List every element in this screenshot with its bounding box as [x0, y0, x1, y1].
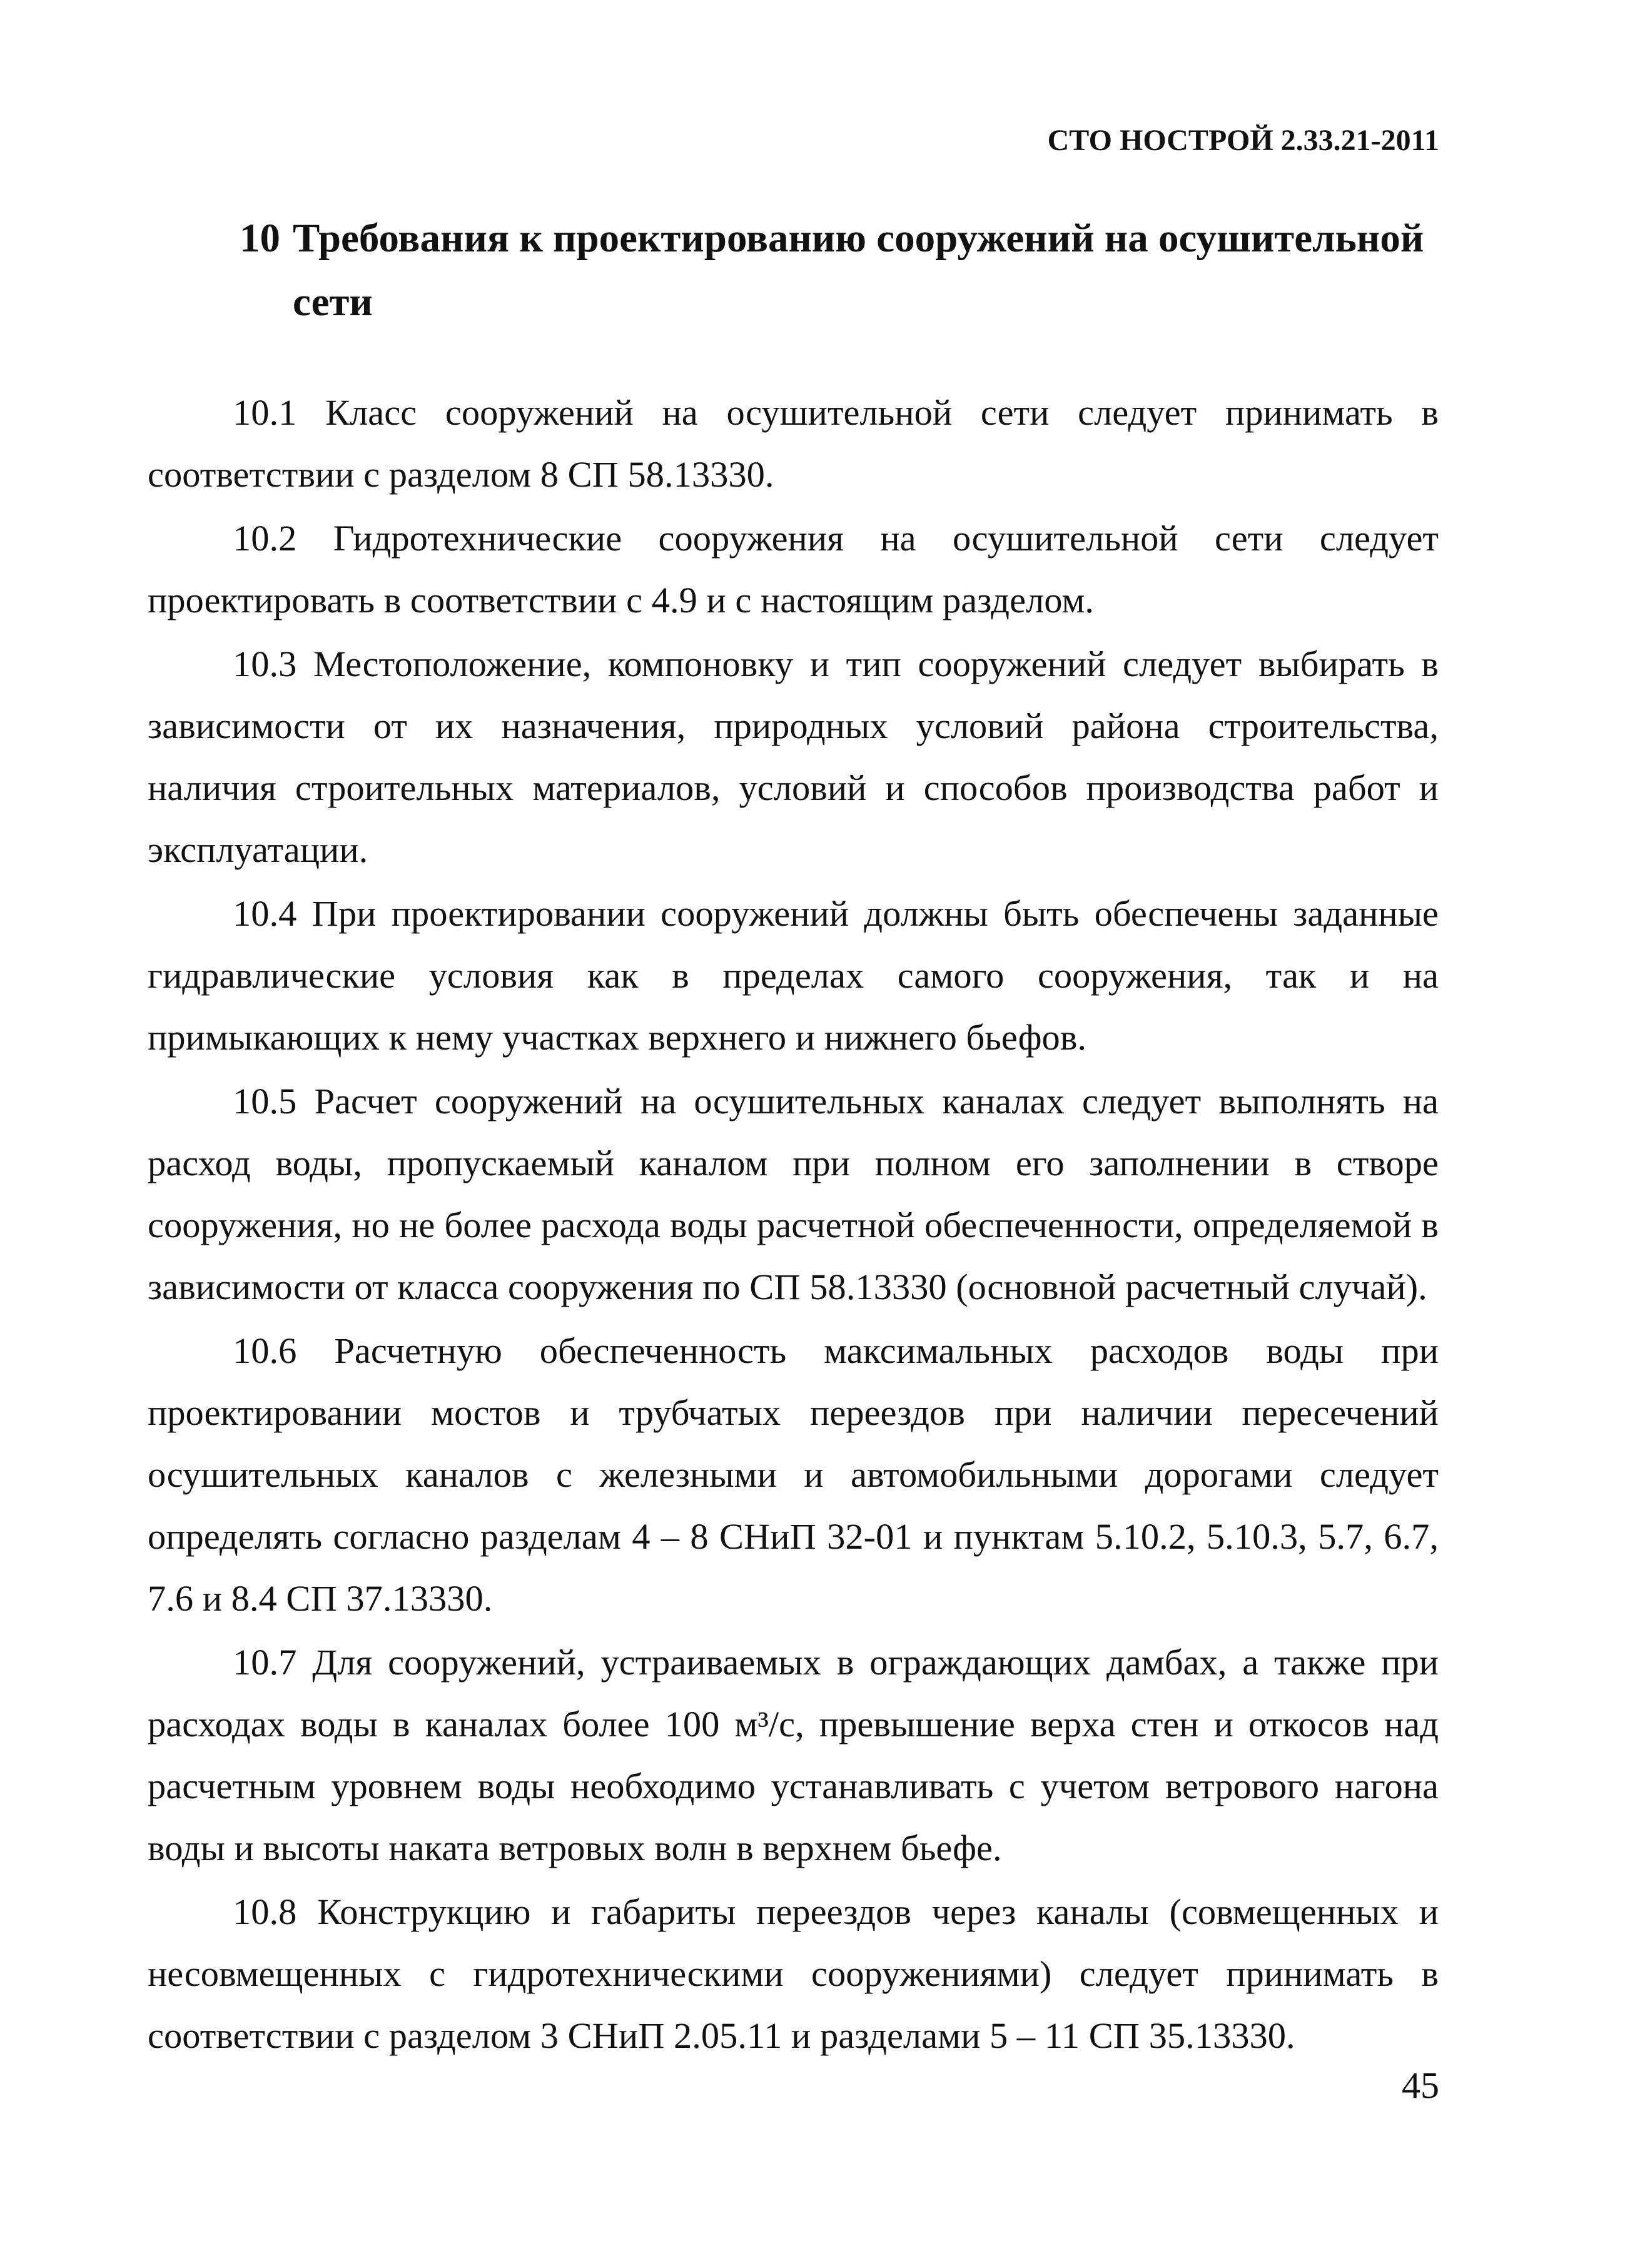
section-title: Требования к проектированию сооружений на осушительной сети	[293, 216, 1424, 325]
paragraph-10-4	[148, 883, 1439, 1068]
section-number: 10	[240, 216, 280, 261]
paragraph-text: Гидротехнические сооружения на осушительной сети следует проектировать в соответствии с 4.9 и с настоящим разделом.	[148, 518, 1439, 620]
paragraph-number: 10.1	[233, 392, 297, 433]
paragraph-10-6	[148, 1320, 1439, 1629]
paragraph-text: Класс сооружений на осушительной сети следует принимать в соответствии с разделом 8 СП 58.13330.	[148, 392, 1439, 495]
paragraph-number: 10.2	[233, 518, 297, 559]
paragraph-text: Расчетную обеспеченность максимальных расходов воды при проектировании мостов и трубчатых переездов при наличии пересечений осушительных каналов с железными и автомобильными дорогами следует определять согласно разделам 4 – 8 СНиП 32-01 и пунктам 5.10.2, 5.10.3, 5.7, 6.7, 7.6 и 8.4 СП 37.13330.	[148, 1330, 1439, 1619]
paragraph-10-1	[148, 382, 1439, 505]
paragraph-number: 10.4	[233, 893, 297, 934]
paragraph-text: Для сооружений, устраиваемых в ограждающих дамбах, а также при расходах воды в каналах более 100 м³/с, превышение верха стен и откосов над расчетным уровнем воды необходимо устанавливать с учетом ветрового нагона воды и высоты наката ветровых волн в верхнем бьефе.	[148, 1642, 1439, 1868]
paragraph-10-8	[148, 1881, 1439, 2067]
paragraph-10-7	[148, 1631, 1439, 1879]
paragraph-10-3	[148, 633, 1439, 881]
paragraph-10-2	[148, 507, 1439, 631]
paragraph-number: 10.7	[233, 1642, 297, 1683]
paragraph-number: 10.8	[233, 1891, 297, 1932]
document-code-header: СТО НОСТРОЙ 2.33.21-2011	[1047, 124, 1439, 157]
paragraph-number: 10.5	[233, 1081, 297, 1121]
paragraph-text: Конструкцию и габариты переездов через каналы (совмещенных и несовмещенных с гидротехническими сооружениями) следует принимать в соответствии с разделом 3 СНиП 2.05.11 и разделами 5 – 11 СП 35.13330.	[148, 1891, 1439, 2056]
page-number: 45	[1402, 2065, 1439, 2106]
paragraph-text: При проектировании сооружений должны быть обеспечены заданные гидравлические условия как в пределах самого сооружения, так и на примыкающих к нему участках верхнего и нижнего бьефов.	[148, 893, 1439, 1058]
paragraph-number: 10.6	[233, 1330, 297, 1371]
paragraph-10-5	[148, 1070, 1439, 1318]
section-body	[148, 382, 1439, 2068]
section-heading	[240, 206, 1466, 334]
paragraph-text: Местоположение, компоновку и тип сооружений следует выбирать в зависимости от их назначения, природных условий района строительства, наличия строительных материалов, условий и способов производства работ и эксплуатации.	[148, 644, 1439, 870]
paragraph-text: Расчет сооружений на осушительных каналах следует выполнять на расход воды, пропускаемый каналом при полном его заполнении в створе сооружения, но не более расхода воды расчетной обеспеченности, определяемой в зависимости от класса сооружения по СП 58.13330 (основной расчетный случай).	[148, 1081, 1439, 1307]
paragraph-number: 10.3	[233, 644, 297, 684]
